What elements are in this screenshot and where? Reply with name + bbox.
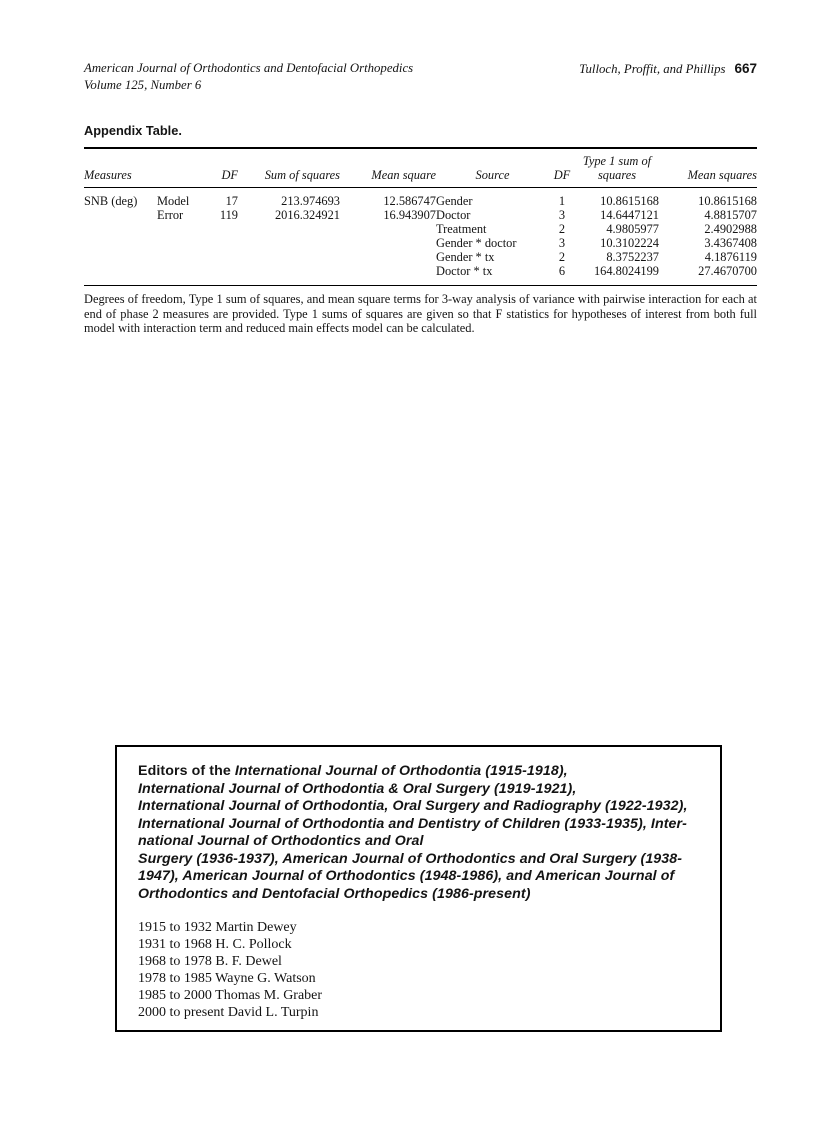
t1ss-cell: 14.6447121 <box>600 208 659 222</box>
table-row <box>84 222 757 236</box>
msq-cell: 10.8615168 <box>698 194 757 208</box>
measure-cell: SNB (deg) <box>84 194 138 208</box>
heading-prefix: Editors of the <box>138 763 235 779</box>
measure-cell <box>84 264 157 286</box>
msq-cell: 4.1876119 <box>704 250 757 264</box>
source-cell: Treatment <box>436 222 487 236</box>
ms-cell: 12.586747 <box>383 194 436 208</box>
col-source: Source <box>475 167 510 182</box>
editor-entry: 1985 to 2000 Thomas M. Graber <box>138 987 323 1003</box>
editors-box-heading <box>138 763 702 903</box>
col-term <box>157 148 207 188</box>
measure-cell <box>84 208 157 222</box>
col-df1: DF <box>221 167 238 182</box>
editor-entry: 2000 to present David L. Turpin <box>138 1004 319 1020</box>
term-cell <box>157 222 207 236</box>
table-body <box>84 188 757 286</box>
running-head-right <box>579 60 757 78</box>
running-head <box>84 60 757 94</box>
anova-table <box>84 147 757 286</box>
editors-box <box>115 745 722 1032</box>
heading-line <box>138 763 702 781</box>
ms-cell: 16.943907 <box>383 208 436 222</box>
col-type1-sum <box>575 148 659 188</box>
df2-cell: 1 <box>558 194 566 208</box>
col-type1-line1: Type 1 sum of <box>582 154 652 168</box>
ss-cell <box>238 250 340 264</box>
msq-cell: 3.4367408 <box>704 236 757 250</box>
term-cell <box>157 264 207 286</box>
heading-line: Surgery (1936-1937), American Journal of Orthodontics and Oral Surgery (1938- <box>138 850 683 867</box>
header-row <box>84 148 757 188</box>
df2-cell: 3 <box>558 208 566 222</box>
source-cell: Doctor * tx <box>436 264 493 278</box>
ss-cell: 213.974693 <box>281 194 340 208</box>
df1-cell <box>207 264 238 286</box>
heading-line: International Journal of Orthodontia & Oral Surgery (1919-1921), <box>138 780 577 797</box>
t1ss-cell: 4.9805977 <box>606 222 659 236</box>
page-number: 667 <box>734 61 757 76</box>
ms-cell <box>340 222 436 236</box>
ss-cell: 2016.324921 <box>274 208 340 222</box>
col-df2: DF <box>553 167 571 182</box>
term-cell <box>157 236 207 250</box>
authors: Tulloch, Proffit, and Phillips <box>579 62 726 76</box>
term-cell <box>157 250 207 264</box>
col-type1-line2: squares <box>597 167 637 182</box>
df1-cell <box>207 236 238 250</box>
t1ss-cell: 10.8615168 <box>600 194 659 208</box>
heading-line: International Journal of Orthodontia and Dentistry of Children (1933-1935), Inter- <box>138 815 687 832</box>
measure-cell <box>84 222 157 236</box>
editor-entry: 1915 to 1932 Martin Dewey <box>138 920 297 935</box>
ss-cell <box>238 236 340 250</box>
col-mean-squares: Mean squares <box>687 167 757 182</box>
heading-line: 1947), American Journal of Orthodontics (1948-1986), and American Journal of <box>138 868 675 884</box>
df2-cell: 3 <box>558 236 566 250</box>
source-cell: Gender * doctor <box>436 236 517 250</box>
appendix-section <box>84 123 757 336</box>
term-cell: Model <box>157 194 190 208</box>
ss-cell <box>238 222 340 236</box>
journal-info <box>84 60 413 94</box>
editor-entry: 1931 to 1968 H. C. Pollock <box>138 936 292 952</box>
term-cell: Error <box>157 208 184 222</box>
df2-cell: 2 <box>558 250 566 264</box>
t1ss-cell: 10.3102224 <box>600 236 659 250</box>
df1-cell <box>207 250 238 264</box>
table-row <box>84 208 757 222</box>
df2-cell: 2 <box>558 222 566 236</box>
source-cell: Doctor <box>436 208 471 222</box>
ss-cell <box>238 264 340 286</box>
appendix-table-label: Appendix Table. <box>84 123 182 138</box>
measure-cell <box>84 250 157 264</box>
editor-entry: 1978 to 1985 Wayne G. Watson <box>138 970 316 986</box>
table-row <box>84 236 757 250</box>
measure-cell <box>84 236 157 250</box>
df2-cell: 6 <box>558 264 566 278</box>
df1-cell: 17 <box>225 194 238 208</box>
table-header <box>84 148 757 188</box>
editor-list <box>138 920 702 1021</box>
col-mean-square: Mean square <box>371 167 436 182</box>
ms-cell <box>340 264 436 286</box>
table-row <box>84 264 757 286</box>
col-measures: Measures <box>84 167 132 182</box>
msq-cell: 2.4902988 <box>704 222 757 236</box>
heading-line: national Journal of Orthodontics and Oral <box>138 833 424 849</box>
journal-title: American Journal of Orthodontics and Dentofacial Orthopedics <box>84 61 414 75</box>
journal-volume: Volume 125, Number 6 <box>84 78 202 92</box>
heading-journal-title: International Journal of Orthodontia (1915-1918), <box>234 763 568 779</box>
df1-cell: 119 <box>219 208 238 222</box>
col-sum-of-squares: Sum of squares <box>264 167 340 182</box>
msq-cell: 27.4670700 <box>698 264 757 278</box>
table-row <box>84 188 757 209</box>
heading-line: Orthodontics and Dentofacial Orthopedics (1986-present) <box>138 885 531 902</box>
table-row <box>84 250 757 264</box>
source-cell: Gender * tx <box>436 250 495 264</box>
heading-line: International Journal of Orthodontia, Oral Surgery and Radiography (1922-1932), <box>138 798 688 814</box>
df1-cell <box>207 222 238 236</box>
t1ss-cell: 8.3752237 <box>606 250 659 264</box>
ms-cell <box>340 236 436 250</box>
ms-cell <box>340 250 436 264</box>
editor-entry: 1968 to 1978 B. F. Dewel <box>138 953 282 969</box>
msq-cell: 4.8815707 <box>704 208 757 222</box>
t1ss-cell: 164.8024199 <box>593 264 659 278</box>
source-cell: Gender <box>436 194 473 208</box>
table-footnote: Degrees of freedom, Type 1 sum of squares, and mean square terms for 3-way analysis of variance with pairwise interaction for each at end of phase 2 measures are provided. Type 1 sums of squares are given so that F statistics for hypotheses of interest from both full model with interaction term and reduced main effects model can be calculated. <box>84 292 757 336</box>
